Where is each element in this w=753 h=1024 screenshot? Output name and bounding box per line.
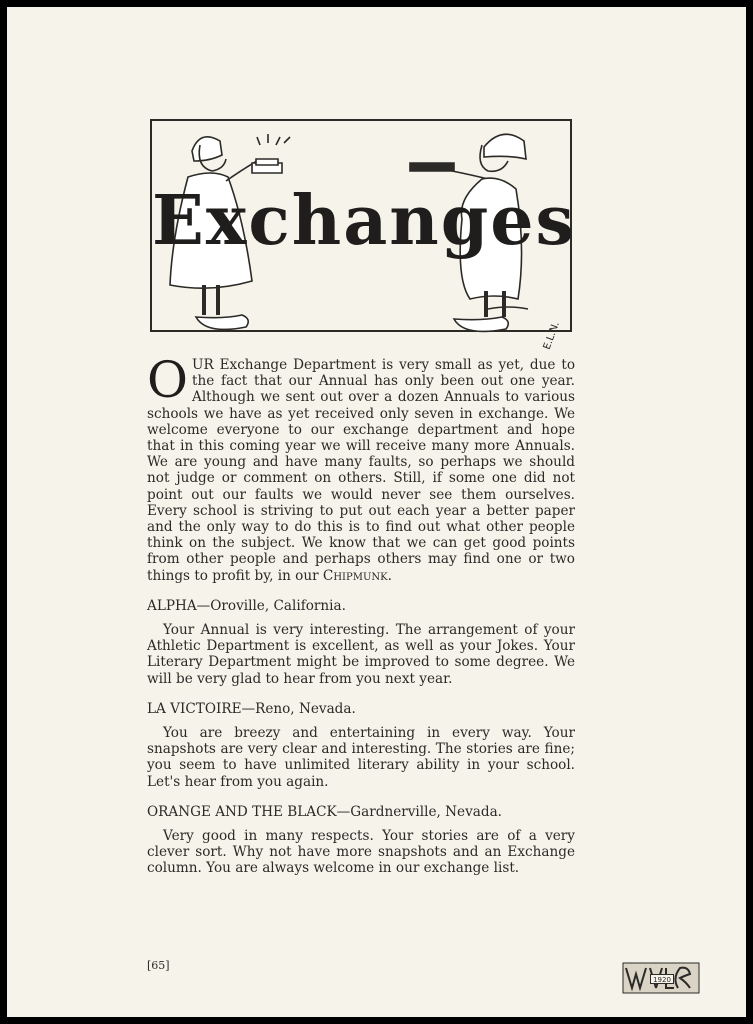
exchange-comment: Your Annual is very interesting. The arrangement of your Athletic Department is excellent, as well as your Jokes. Your Literary Department might be improved to some degree. We will be very glad to hear from you next year. <box>147 622 575 687</box>
page-number: [65] <box>147 959 170 972</box>
section-title: Exchanges <box>152 181 576 261</box>
exchange-heading: ORANGE AND THE BLACK—Gardnerville, Nevada. <box>147 803 502 820</box>
artist-signature: E.L.N. <box>541 320 562 352</box>
article-body <box>147 351 575 877</box>
exchange-heading: LA VICTOIRE—Reno, Nevada. <box>147 700 356 717</box>
drop-cap: O <box>147 351 188 409</box>
exchange-comment: Very good in many respects. Your stories are of a very clever sort. Why not have more snapshots and an Exchange column. You are always welcome in our exchange list. <box>147 828 575 877</box>
intro-text: UR Exchange Department is very small as yet, due to the fact that our Annual has only been out one year. Although we sent out over a dozen Annuals to various schools we have as yet received only seven in exchange. We welcome everyone to our exchange department and hope that in this coming year we will receive many more Annuals. We are young and have many faults, so perhaps we should not judge or comment on others. Still, if some one did not point out our faults we would never see them ourselves. Every school is striving to put out each year a better paper and the only way to do this is to find out what other people think on the subject. We know that we can get good points from other people and perhaps others may find one or two things to profit by, in our <box>147 357 575 584</box>
paper-name: Chipmunk <box>322 567 388 584</box>
intro-text-end: . <box>387 567 392 584</box>
page <box>7 7 746 1017</box>
yearbook-logo <box>622 962 700 994</box>
exchange-comment: You are breezy and entertaining in every way. Your snapshots are very clear and interesting. The stories are fine; you seem to have unlimited literary ability in your school. Let's hear from you again. <box>147 725 575 790</box>
exchange-heading: ALPHA—Oroville, California. <box>147 597 346 614</box>
header-illustration <box>150 119 576 352</box>
logo-year: 1920 <box>650 974 674 984</box>
intro-paragraph <box>147 351 575 584</box>
